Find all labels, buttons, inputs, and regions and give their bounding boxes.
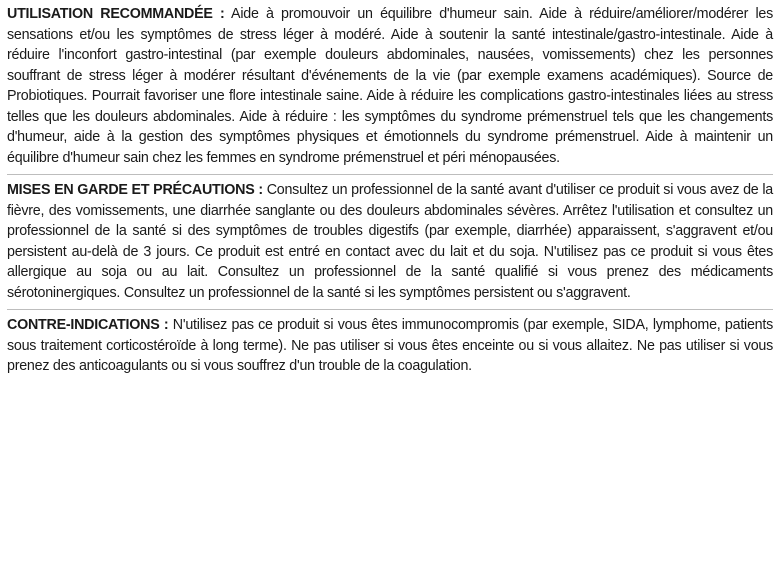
recommended-use-section <box>7 4 773 168</box>
warnings-precautions-heading: MISES EN GARDE ET PRÉCAUTIONS : <box>7 182 263 198</box>
section-divider <box>7 174 773 175</box>
recommended-use-body: Aide à promouvoir un équilibre d'humeur sain. Aide à réduire/améliorer/modérer les sensations et/ou les symptômes de stress léger à modéré. Aide à soutenir la santé intestinale/gastro-intestinale. Aide à réduire l'inconfort gastro-intestinal (par exemple douleurs abdominales, nausées, vomissements) chez les personnes souffrant de stress léger à modérer résultant d'événements de la vie (par exemple examens académiques). Source de Probiotiques. Pourrait favoriser une flore intestinale saine. Aide à réduire les complications gastro-intestinales liées au stress telles que les douleurs abdominales. Aide à réduire : les symptômes du syndrome prémenstruel tels que les changements d'humeur, aide à la gestion des symptômes physiques et émotionnels du syndrome prémenstruel. Aide à maintenir un équilibre d'humeur sain chez les femmes en syndrome prémenstruel et péri ménopausées. <box>7 6 773 166</box>
contraindications-body: N'utilisez pas ce produit si vous êtes immunocompromis (par exemple, SIDA, lymphome, patients sous traitement corticostéroïde à long terme). Ne pas utiliser si vous êtes enceinte ou si vous allaitez. Ne pas utiliser si vous prenez des anticoagulants ou si vous souffrez d'un trouble de la coagulation. <box>7 317 773 374</box>
warnings-precautions-section <box>7 180 773 303</box>
contraindications-section <box>7 315 773 377</box>
section-divider <box>7 309 773 310</box>
warnings-precautions-body: Consultez un professionnel de la santé avant d'utiliser ce produit si vous avez de la fièvre, des vomissements, une diarrhée sanglante ou des douleurs abdominales sévères. Arrêtez l'utilisation et consultez un professionnel de la santé si des symptômes de troubles digestifs (par exemple, diarrhée) apparaissent, s'aggravent et/ou persistent au-delà de 3 jours. Ce produit est entré en contact avec du lait et du soja. N'utilisez pas ce produit si vous êtes allergique au soja ou au lait. Consultez un professionnel de la santé qualifié si vous prenez des médicaments sérotoninergiques. Consultez un professionnel de la santé si les symptômes persistent ou s'aggravent. <box>7 182 773 301</box>
contraindications-heading: CONTRE-INDICATIONS : <box>7 317 169 333</box>
recommended-use-heading: UTILISATION RECOMMANDÉE : <box>7 6 225 22</box>
